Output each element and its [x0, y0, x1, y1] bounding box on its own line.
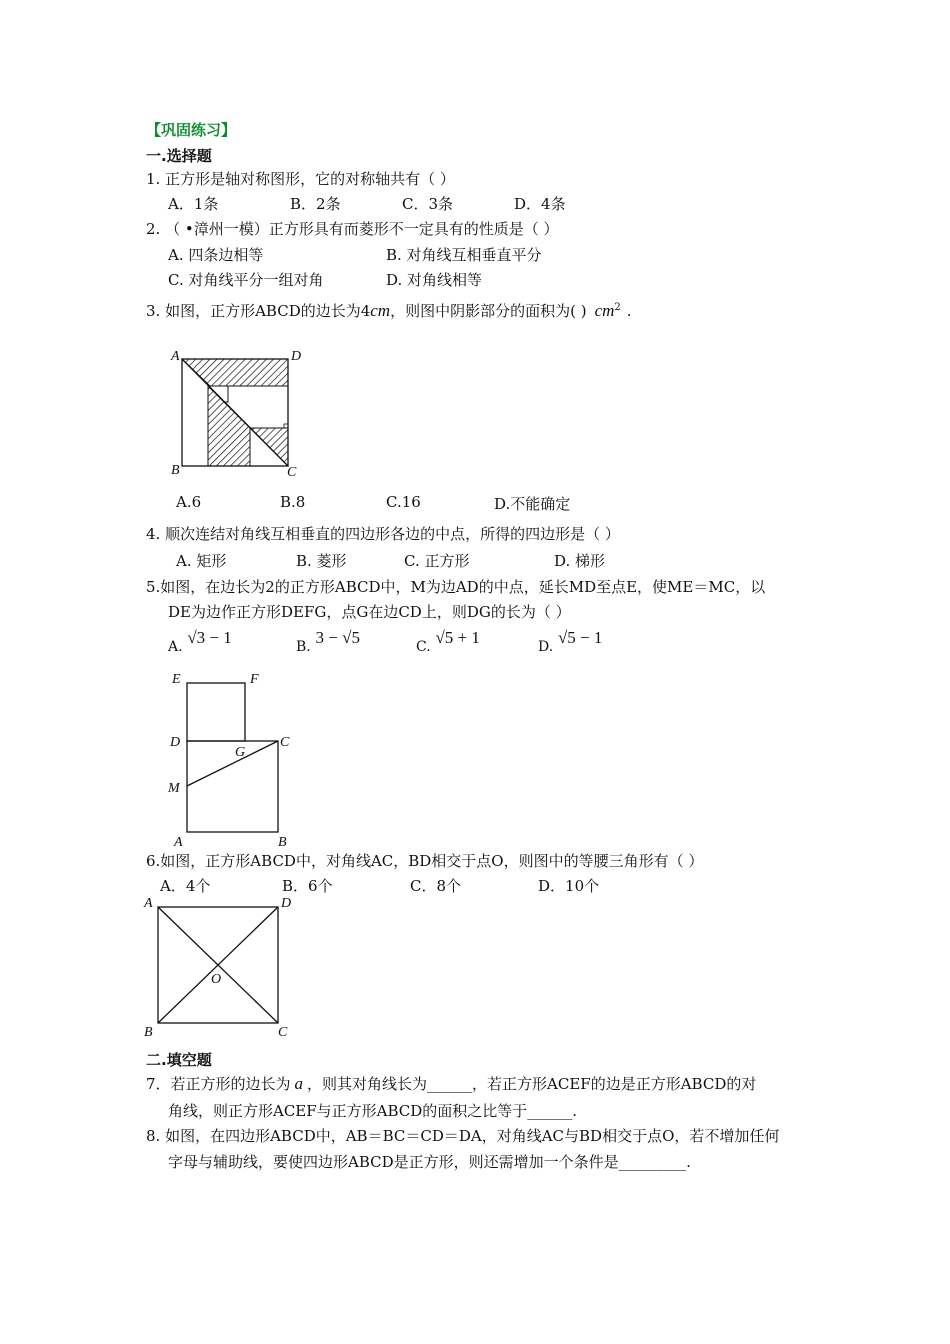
q6-label-b: B [144, 1025, 153, 1040]
q4-option-a: A. 矩形 [176, 552, 227, 570]
q5-option-a-letter: A. [168, 639, 183, 655]
q5-square-defg [187, 683, 245, 741]
q3-option-d: D.不能确定 [494, 495, 571, 513]
q3-unit-cm2: cm [594, 301, 615, 320]
q5-option-b [296, 628, 360, 656]
q1-option-d: D．4条 [514, 195, 566, 213]
q5-option-d [538, 628, 603, 656]
q3-option-a: A.6 [176, 493, 202, 511]
q5-option-a-expr: √3 − 1 [187, 628, 232, 647]
q5-label-b: B [278, 835, 287, 850]
q6-option-c: C．8个 [410, 877, 462, 895]
q2-option-b: B. 对角线互相垂直平分 [386, 246, 542, 264]
q7-stem-b: ，则其对角线长为______，若正方形ACEF的边是正方形ABCD的对 [307, 1075, 757, 1093]
q3-stem-a: 3. 如图，正方形ABCD的边长为4 [146, 302, 371, 320]
q6-stem: 6.如图，正方形ABCD中，对角线AC，BD相交于点O，则图中的等腰三角形有（ ） [146, 852, 704, 870]
q3-stem [146, 300, 632, 321]
q2-option-a: A. 四条边相等 [168, 246, 264, 264]
q5-label-c: C [280, 735, 290, 750]
q8-line1: 8. 如图，在四边形ABCD中，AB＝BC＝CD＝DA，对角线AC与BD相交于点O，若不增加任何 [146, 1127, 780, 1145]
q4-option-c: C. 正方形 [404, 552, 470, 570]
q2-stem: 2. （ •漳州一模）正方形具有而菱形不一定具有的性质是（ ） [146, 220, 559, 238]
q5-option-a [168, 628, 232, 656]
q5-option-b-expr: 3 − √5 [315, 628, 360, 647]
q5-option-c-expr: √5 + 1 [435, 628, 480, 647]
q5-label-m: M [168, 781, 180, 796]
q5-label-a: A [174, 835, 183, 850]
q3-label-a: A [171, 349, 180, 364]
q5-option-b-letter: B. [296, 639, 311, 655]
q3-shade-left [208, 386, 250, 466]
q5-figure [162, 664, 302, 850]
q4-option-d: D. 梯形 [554, 552, 606, 570]
q2-option-d: D. 对角线相等 [386, 271, 483, 289]
section-header-title: 【巩固练习】 [146, 121, 237, 139]
section1-title: 一.选择题 [146, 147, 212, 165]
q4-option-b: B. 菱形 [296, 552, 347, 570]
q5-square-abcd [187, 741, 278, 832]
q3-stem-b: ，则图中阴影部分的面积为( ) [390, 302, 587, 320]
q1-option-a: A．1条 [168, 195, 219, 213]
q6-label-a: A [144, 896, 153, 911]
q1-option-c: C．3条 [402, 195, 454, 213]
q1-option-b: B．2条 [290, 195, 341, 213]
section2-title: 二.填空题 [146, 1051, 212, 1069]
q7-line1 [146, 1073, 756, 1094]
q6-figure [142, 893, 297, 1041]
q6-option-a: A．4个 [160, 877, 211, 895]
q3-unit-cm: cm [370, 301, 391, 320]
q5-option-d-expr: √5 − 1 [557, 628, 603, 647]
q3-figure [168, 344, 308, 479]
q5-label-e: E [172, 672, 181, 687]
q3-option-b: B.8 [280, 493, 306, 511]
q6-label-o: O [211, 972, 222, 987]
q5-stem-line1: 5.如图，在边长为2的正方形ABCD中，M为边AD的中点，延长MD至点E，使ME＝MC，以 [146, 578, 766, 596]
q6-label-d: D [281, 896, 292, 911]
q3-label-d: D [291, 349, 302, 364]
q1-stem: 1. 正方形是轴对称图形，它的对称轴共有（ ） [146, 170, 455, 188]
q5-label-g: G [235, 745, 246, 760]
q3-unit-sup: 2 [614, 302, 621, 313]
q5-label-d: D [170, 735, 181, 750]
q3-label-b: B [171, 463, 180, 478]
q3-shade-top [182, 359, 288, 386]
q3-option-c: C.16 [386, 493, 421, 511]
q8-line2: 字母与辅助线，要使四边形ABCD是正方形，则还需增加一个条件是_________. [168, 1153, 691, 1171]
q3-end: . [626, 302, 632, 320]
q6-option-b: B．6个 [282, 877, 333, 895]
q5-line-mc [187, 741, 278, 786]
q6-label-c: C [278, 1025, 288, 1040]
q5-stem-line2: DE为边作正方形DEFG，点G在边CD上，则DG的长为（ ） [168, 603, 571, 621]
q3-label-c: C [287, 465, 297, 479]
q4-stem: 4. 顺次连结对角线互相垂直的四边形各边的中点，所得的四边形是（ ） [146, 525, 620, 543]
q7-line2: 角线，则正方形ACEF与正方形ABCD的面积之比等于______. [168, 1102, 578, 1120]
q7-var: a [294, 1074, 304, 1093]
q5-label-f: F [250, 672, 259, 687]
q5-option-c [416, 628, 480, 656]
q7-stem-a: 7．若正方形的边长为 [146, 1075, 291, 1093]
q5-option-c-letter: C. [416, 639, 431, 655]
q5-option-d-letter: D. [538, 639, 554, 655]
q2-option-c: C. 对角线平分一组对角 [168, 271, 324, 289]
q6-option-d: D．10个 [538, 877, 600, 895]
